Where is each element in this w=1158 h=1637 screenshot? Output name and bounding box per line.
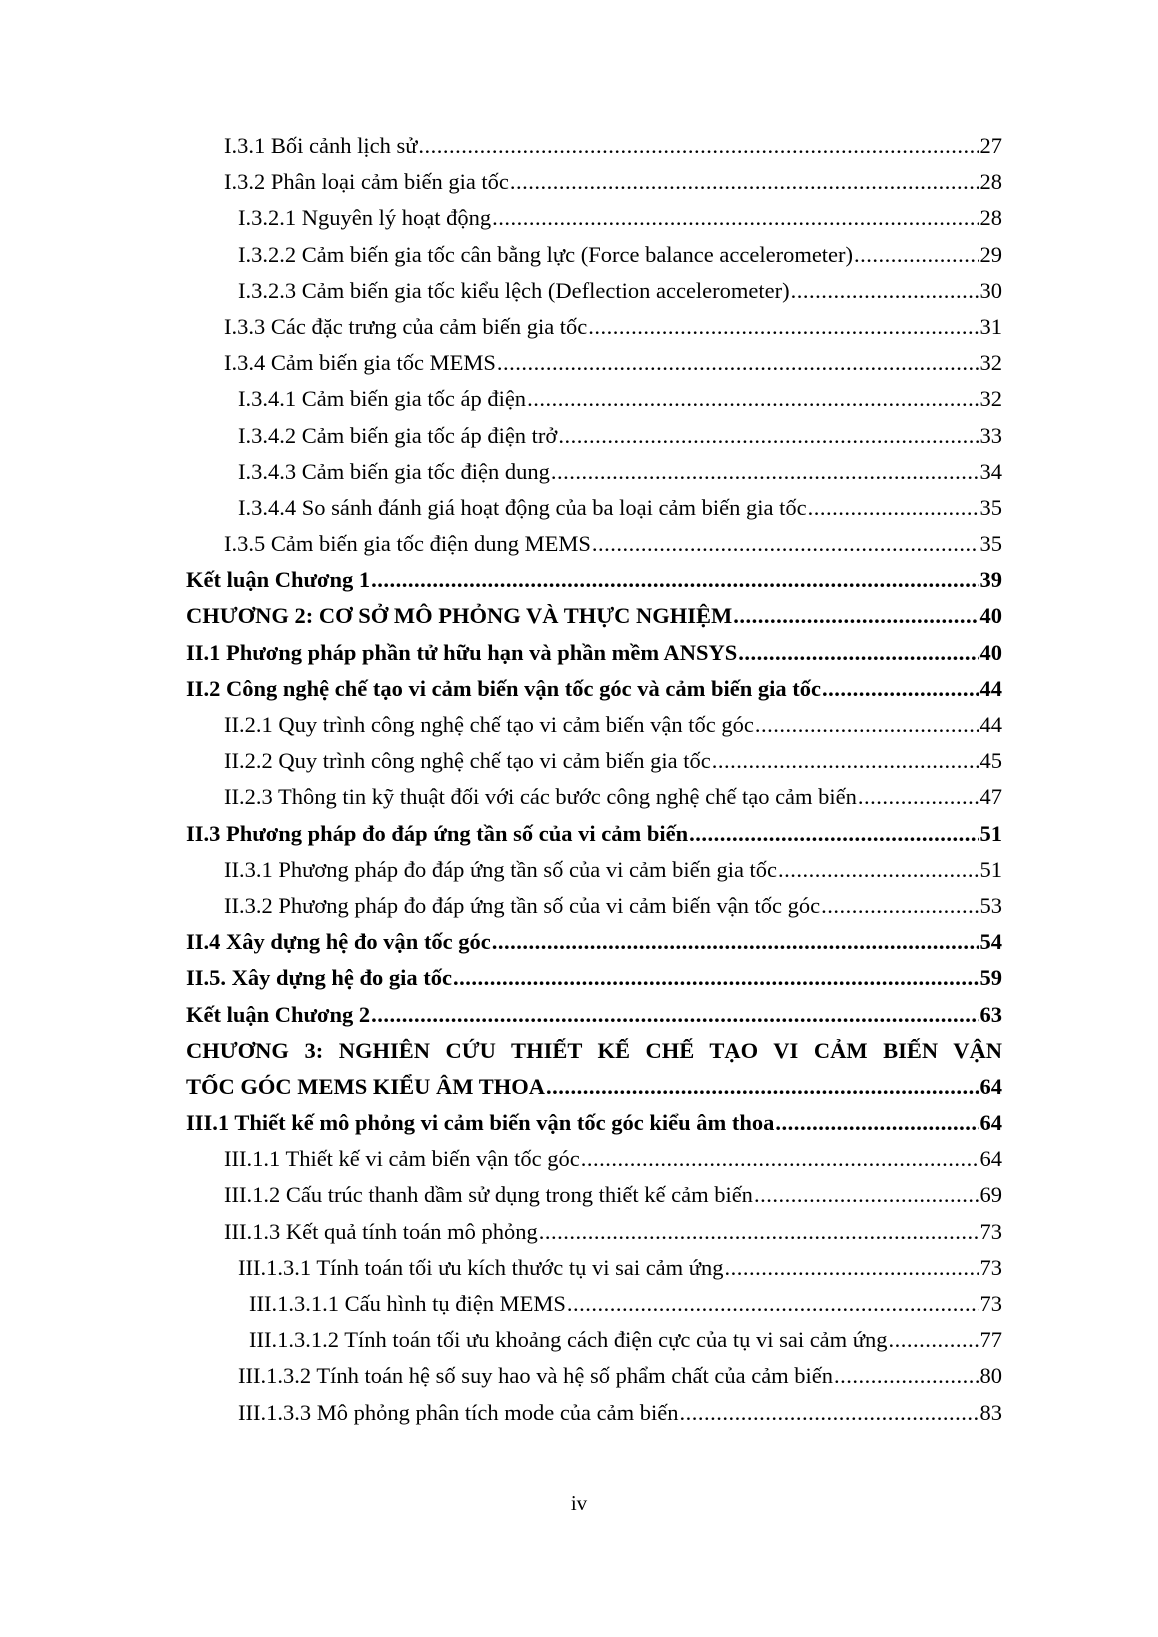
toc-entry-page: 35: [979, 531, 1002, 557]
toc-entry[interactable]: [186, 526, 1002, 562]
page-number: iv: [570, 1491, 588, 1515]
dot-leader: [581, 1141, 979, 1177]
toc-entry[interactable]: [186, 490, 1002, 526]
dot-leader: [510, 164, 979, 200]
toc-entry-title: I.3.4.3 Cảm biến gia tốc điện dung: [238, 458, 550, 484]
toc-entry[interactable]: [186, 454, 1002, 490]
dot-leader: [738, 635, 978, 671]
toc-entry-title: I.3.2.3 Cảm biến gia tốc kiểu lệch (Deflection accelerometer): [238, 277, 790, 303]
dot-leader: [821, 888, 978, 924]
toc-entry[interactable]: [186, 816, 1002, 852]
dot-leader: [567, 1286, 979, 1322]
toc-entry-title: I.3.2 Phân loại cảm biến gia tốc: [224, 169, 509, 195]
toc-entry-page: 73: [979, 1254, 1002, 1280]
dot-leader: [539, 1214, 979, 1250]
toc-entry[interactable]: [186, 707, 1002, 743]
toc-entry-page: 64: [979, 1073, 1002, 1099]
dot-leader: [712, 743, 979, 779]
dot-leader: [733, 598, 978, 634]
dot-leader: [775, 1105, 978, 1141]
toc-entry[interactable]: [186, 164, 1002, 200]
toc-entry-title: I.3.3 Các đặc trưng của cảm biến gia tốc: [224, 313, 588, 339]
toc-entry[interactable]: [186, 852, 1002, 888]
toc-entry-page: 44: [979, 712, 1002, 737]
toc-entry-page: 40: [979, 603, 1002, 629]
toc-entry-page: 69: [979, 1182, 1002, 1208]
toc-entry[interactable]: [186, 1069, 1002, 1105]
toc-entry[interactable]: [186, 273, 1002, 309]
toc-entry-title: II.2 Công nghệ chế tạo vi cảm biến vận tốc góc và cảm biến gia tốc: [186, 675, 821, 701]
toc-entry[interactable]: [186, 1322, 1002, 1358]
dot-leader: [755, 707, 979, 743]
toc-entry[interactable]: [186, 1177, 1002, 1213]
toc-entry-title: III.1 Thiết kế mô phỏng vi cảm biến vận tốc góc kiểu âm thoa: [186, 1110, 775, 1136]
toc-entry-page: 28: [979, 205, 1002, 231]
dot-leader: [791, 273, 979, 309]
toc-entry-title: I.3.4.1 Cảm biến gia tốc áp điện: [238, 386, 527, 412]
toc-entry[interactable]: [186, 960, 1002, 996]
toc-entry[interactable]: [186, 237, 1002, 273]
dot-leader: [558, 418, 978, 454]
toc-entry[interactable]: [186, 671, 1002, 707]
toc-entry-page: 47: [979, 784, 1002, 810]
dot-leader: [588, 309, 978, 345]
toc-entry-page: 45: [979, 748, 1002, 774]
toc-entry[interactable]: [186, 598, 1002, 634]
toc-entry-title: I.3.4.4 So sánh đánh giá hoạt động của ba loại cảm biến gia tốc: [238, 494, 807, 520]
toc-entry-title: II.3.2 Phương pháp đo đáp ứng tần số của vi cảm biến vận tốc góc: [224, 892, 821, 918]
toc-entry-page: 35: [979, 494, 1002, 520]
dot-leader: [858, 779, 979, 815]
toc-entry[interactable]: [186, 1250, 1002, 1286]
toc-entry-page: 63: [979, 1001, 1002, 1027]
toc-entry-page: 39: [979, 567, 1002, 593]
toc-entry[interactable]: [186, 1395, 1002, 1431]
toc-entry-page: 32: [979, 350, 1002, 376]
toc-entry-title: TỐC GÓC MEMS KIỂU ÂM THOA: [186, 1073, 545, 1099]
toc-entry-title: I.3.1 Bối cảnh lịch sử: [224, 133, 418, 158]
toc-entry-title: CHƯƠNG 3: NGHIÊN CỨU THIẾT KẾ CHẾ TẠO VI CẢM BIẾN VẬN: [186, 1037, 1002, 1063]
toc-entry-page: 73: [979, 1291, 1002, 1316]
toc-entry-page: 31: [979, 313, 1002, 339]
toc-entry-page: 59: [979, 965, 1002, 991]
toc-entry[interactable]: [186, 1358, 1002, 1394]
toc-entry-page: 32: [979, 386, 1002, 412]
toc-entry[interactable]: [186, 1286, 1002, 1322]
toc-entry-title: III.1.3.1.2 Tính toán tối ưu khoảng cách điện cực của tụ vi sai cảm ứng: [249, 1327, 888, 1353]
toc-entry[interactable]: [186, 200, 1002, 236]
toc-entry[interactable]: [186, 743, 1002, 779]
dot-leader: [680, 1395, 979, 1431]
toc-entry[interactable]: [186, 888, 1002, 924]
dot-leader: [778, 852, 978, 888]
toc-entry-title: I.3.4 Cảm biến gia tốc MEMS: [224, 350, 496, 376]
toc-entry-page: 51: [979, 856, 1002, 882]
toc-entry-title: II.2.3 Thông tin kỹ thuật đối với các bước công nghệ chế tạo cảm biến: [224, 784, 857, 810]
dot-leader: [546, 1069, 979, 1105]
toc-entry[interactable]: [186, 418, 1002, 454]
toc-entry-page: 34: [979, 458, 1002, 484]
toc-entry-page: 33: [979, 422, 1002, 448]
toc-entry[interactable]: [186, 1141, 1002, 1177]
toc-entry[interactable]: [186, 345, 1002, 381]
toc-entry[interactable]: [186, 635, 1002, 671]
dot-leader: [418, 128, 978, 164]
dot-leader: [492, 200, 978, 236]
toc-entry-page: 54: [979, 929, 1002, 955]
toc-entry-title: I.3.4.2 Cảm biến gia tốc áp điện trở: [238, 422, 558, 448]
toc-entry-title: I.3.2.2 Cảm biến gia tốc cân bằng lực (Force balance accelerometer): [238, 241, 854, 267]
table-of-contents: [186, 128, 1002, 1431]
dot-leader: [834, 1358, 978, 1394]
dot-leader: [854, 237, 978, 273]
toc-entry-title: II.4 Xây dựng hệ đo vận tốc góc: [186, 929, 491, 955]
toc-entry-title: II.3.1 Phương pháp đo đáp ứng tần số của vi cảm biến gia tốc: [224, 856, 778, 882]
toc-entry-title: III.1.1 Thiết kế vi cảm biến vận tốc góc: [224, 1146, 580, 1172]
toc-entry-title: III.1.3.1.1 Cấu hình tụ điện MEMS: [249, 1291, 566, 1316]
toc-entry-title: Kết luận Chương 2: [186, 1001, 371, 1027]
toc-entry-page: 73: [979, 1218, 1002, 1244]
toc-entry-title: I.3.2.1 Nguyên lý hoạt động: [238, 205, 492, 231]
dot-leader: [822, 671, 979, 707]
toc-entry-title: II.5. Xây dựng hệ đo gia tốc: [186, 965, 453, 991]
toc-entry-title: III.1.3.2 Tính toán hệ số suy hao và hệ số phẩm chất của cảm biến: [238, 1363, 834, 1389]
dot-leader: [527, 381, 978, 417]
dot-leader: [889, 1322, 979, 1358]
toc-entry[interactable]: [186, 309, 1002, 345]
dot-leader: [371, 997, 978, 1033]
toc-entry-title: II.3 Phương pháp đo đáp ứng tần số của vi cảm biến: [186, 820, 689, 846]
toc-entry[interactable]: [186, 924, 1002, 960]
toc-entry-title: III.1.2 Cấu trúc thanh dầm sử dụng trong thiết kế cảm biến: [224, 1182, 753, 1208]
toc-entry-title: II.2.2 Quy trình công nghệ chế tạo vi cảm biến gia tốc: [224, 748, 711, 774]
toc-entry-page: 29: [979, 241, 1002, 267]
toc-entry-page: 83: [979, 1399, 1002, 1425]
dot-leader: [497, 345, 979, 381]
toc-entry-page: 64: [979, 1110, 1002, 1136]
toc-entry[interactable]: [186, 1105, 1002, 1141]
toc-entry-title: II.2.1 Quy trình công nghệ chế tạo vi cảm biến vận tốc góc: [224, 712, 754, 737]
toc-entry-title: Kết luận Chương 1: [186, 567, 371, 593]
toc-entry-page: 53: [979, 892, 1002, 918]
toc-entry-page: 40: [979, 639, 1002, 665]
toc-entry[interactable]: [186, 779, 1002, 815]
dot-leader: [453, 960, 978, 996]
toc-entry[interactable]: [186, 381, 1002, 417]
dot-leader: [808, 490, 979, 526]
toc-entry[interactable]: [186, 128, 1002, 164]
toc-entry-title: I.3.5 Cảm biến gia tốc điện dung MEMS: [224, 531, 591, 557]
toc-entry-page: 80: [979, 1363, 1002, 1389]
toc-entry[interactable]: [186, 1214, 1002, 1250]
toc-entry-title: III.1.3.1 Tính toán tối ưu kích thước tụ vi sai cảm ứng: [238, 1254, 724, 1280]
toc-entry-title: III.1.3.3 Mô phỏng phân tích mode của cảm biến: [238, 1399, 679, 1425]
toc-entry-page: 64: [979, 1146, 1002, 1172]
toc-entry-chapter-3-line-1[interactable]: [186, 1033, 1002, 1069]
dot-leader: [592, 526, 979, 562]
toc-entry-page: 28: [979, 169, 1002, 195]
toc-entry[interactable]: [186, 997, 1002, 1033]
dot-leader: [371, 562, 978, 598]
dot-leader: [689, 816, 978, 852]
toc-entry-page: 44: [979, 675, 1002, 701]
toc-entry-title: II.1 Phương pháp phần tử hữu hạn và phần mềm ANSYS: [186, 639, 738, 665]
toc-entry-page: 27: [979, 133, 1002, 158]
toc-entry[interactable]: [186, 562, 1002, 598]
toc-entry-title: CHƯƠNG 2: CƠ SỞ MÔ PHỎNG VÀ THỰC NGHIỆM: [186, 603, 733, 629]
toc-entry-title: III.1.3 Kết quả tính toán mô phỏng: [224, 1218, 538, 1244]
toc-entry-page: 77: [979, 1327, 1002, 1353]
toc-entry-page: 30: [979, 277, 1002, 303]
dot-leader: [725, 1250, 979, 1286]
toc-entry-page: 51: [979, 820, 1002, 846]
dot-leader: [754, 1177, 979, 1213]
dot-leader: [551, 454, 979, 490]
dot-leader: [492, 924, 979, 960]
